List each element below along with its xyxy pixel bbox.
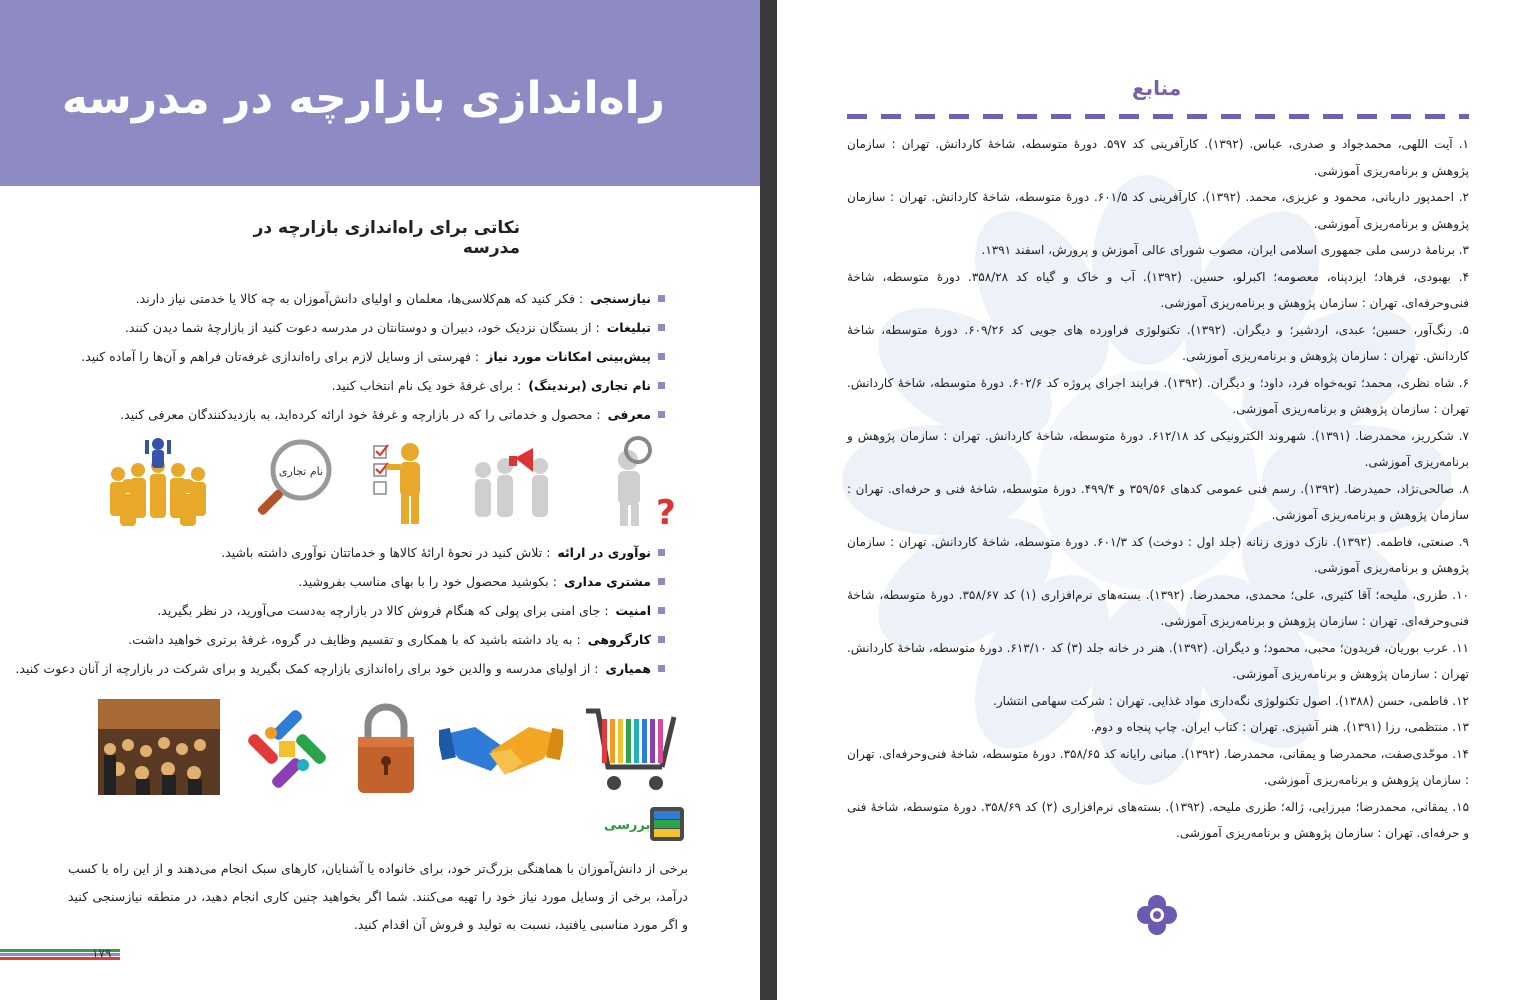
title-banner xyxy=(0,0,760,186)
tip-text: : از اولیای مدرسه و والدین خود برای راه‌اندازی بازارچه کمک بگیرید و برای شرکت در بازارچه از آنان دعوت کنید. xyxy=(15,661,599,676)
tip-term: کارگروهی xyxy=(587,632,651,647)
crowd-icon xyxy=(98,436,216,528)
bullet-square-icon xyxy=(658,411,665,418)
shopping-cart-icon xyxy=(584,705,678,795)
bullet-square-icon xyxy=(658,578,665,585)
bullet-square-icon xyxy=(658,353,665,360)
bullet-square-icon xyxy=(658,607,665,614)
tip-term: نام تجاری (برندینگ) xyxy=(528,378,651,393)
list-item xyxy=(65,538,665,567)
list-item xyxy=(65,567,665,596)
list-item xyxy=(65,400,665,429)
reference-item: ۷. شکرریز، محمدرضا. (۱۳۹۱). شهروند الکترونیکی کد ۶۱۲/۱۸. دورهٔ متوسطه، شاخهٔ کاردانش. تهران : سازمان پژوهش و برنامه‌ریزی آموزشی. xyxy=(847,428,1469,469)
page-number: ۱۷۹ xyxy=(92,946,112,960)
handshake-icon xyxy=(439,715,563,795)
reference-item: ۱۳. منتظمی، رزا (۱۳۹۱). هنر آشپزی. تهران : کتاب ایران. چاپ پنجاه و دوم. xyxy=(1090,720,1469,734)
review-label: بررسی xyxy=(604,818,651,833)
right-page xyxy=(777,0,1536,1000)
review-paragraph: برخی از دانش‌آموزان با هماهنگی بزرگ‌تر خود، برای خانواده یا آشنایان، کارهای سبک انجام می‌دهند و از این راه با کسب درآمد، برخی از وسایل مورد نیاز خود را تهیه می‌کنند. شما اگر بخواهید چنین کاری انجام دهید، در منطقه نیازسنجی کنید و اگر مورد مناسبی یافتید، نسبت به تولید و فروش آن اقدام کنید. xyxy=(68,861,688,932)
magnifier-label: نام تجاری xyxy=(278,465,324,478)
puzzle-hands-icon xyxy=(241,703,333,795)
reference-item: ۱۵. یمقانی، محمدرضا؛ میرزایی، ژاله؛ طزری ملیحه. (۱۳۹۲). بسته‌های نرم‌افزاری (۲) کد ۳۵۸/۶۹. دورهٔ متوسطه، شاخهٔ فنی و حرفه‌ای. تهران : سازمان پژوهش و برنامه‌ریزی آموزشی. xyxy=(847,799,1470,840)
tip-text: : بکوشید محصول خود را با بهای مناسب بفروشید. xyxy=(298,574,557,589)
tip-term: نوآوری در ارائه xyxy=(557,545,651,560)
reference-item: ۴. بهبودی، فرهاد؛ ایزدپناه، معصومه؛ اکبرلو، حسین. (۱۳۹۲). آب و خاک و گیاه کد ۳۵۸/۲۸. دورهٔ متوسطه، شاخهٔ فنی‌وحرفه‌ای. تهران : سازمان پژوهش و برنامه‌ریزی آموزشی. xyxy=(847,269,1470,310)
illustration-row-bottom xyxy=(98,697,678,795)
tips-list-bottom xyxy=(15,538,665,683)
tips-list-top xyxy=(65,284,665,429)
reference-item: ۱۴. موحّدی‌صفت، محمدرضا و یمقانی، محمدرضا. (۱۳۹۲). مبانی رایانه کد ۳۵۸/۶۵. دورهٔ متوسطه، شاخهٔ فنی‌وحرفه‌ای. تهران : سازمان پژوهش و برنامه‌ریزی آموزشی. xyxy=(847,746,1469,787)
padlock-icon xyxy=(354,699,418,795)
bullet-square-icon xyxy=(658,549,665,556)
question-person-icon xyxy=(598,436,678,528)
tip-text: : برای غرفهٔ خود یک نام انتخاب کنید. xyxy=(331,378,522,393)
book-spine xyxy=(760,0,777,1000)
list-item xyxy=(65,596,665,625)
reference-item: ۵. رنگ‌آور، حسین؛ عبدی، اردشیر؛ و دیگران. (۱۳۹۲). تکنولوژی فراورده های جویی کد ۶۰۹/۲۶. دورهٔ متوسطه، شاخهٔ کاردانش. تهران : سازمان پژوهش و برنامه‌ریزی آموزشی. xyxy=(847,322,1469,363)
tip-term: امنیت xyxy=(615,603,651,618)
list-item xyxy=(65,342,665,371)
reference-item: ۳. برنامهٔ درسی ملی جمهوری اسلامی ایران، مصوب شورای عالی آموزش و پرورش، اسفند ۱۳۹۱. xyxy=(981,243,1469,257)
megaphone-people-icon xyxy=(465,436,565,528)
reference-item: ۶. شاه نظری، محمد؛ توبه‌خواه فرد، داود؛ و دیگران. (۱۳۹۲). فرایند اجرای پروژه کد ۶۰۲/۶. دورهٔ متوسطه، شاخهٔ کاردانش. تهران : سازمان پژوهش و برنامه‌ریزی آموزشی. xyxy=(847,375,1470,416)
page-title: راه‌اندازی بازارچه در مدرسه xyxy=(61,72,665,124)
bazaar-crowd-photo xyxy=(98,699,220,795)
list-item xyxy=(65,284,665,313)
magnifier-icon xyxy=(249,436,339,528)
list-item xyxy=(65,313,665,342)
svg-text:?: ? xyxy=(656,493,676,528)
bullet-square-icon xyxy=(658,295,665,302)
tip-term: همیاری xyxy=(605,661,651,676)
tip-text: : جای امنی برای پولی که هنگام فروش کالا در بازارچه به‌دست می‌آورید، در نظر بگیرید. xyxy=(157,603,609,618)
tip-text: : تلاش کنید در نحوهٔ ارائهٔ کالاها و خدماتتان نوآوری داشته باشید. xyxy=(221,545,551,560)
tip-term: پیش‌بینی امکانات مورد نیاز xyxy=(486,349,651,364)
dashed-divider xyxy=(847,114,1469,119)
tip-term: مشتری مداری xyxy=(563,574,651,589)
bullet-square-icon xyxy=(658,665,665,672)
tip-term: تبلیغات xyxy=(606,320,651,335)
tip-text: : به یاد داشته باشید که با همکاری و تقسیم وظایف در گروه، غرفهٔ برتری خواهید داشت. xyxy=(128,632,581,647)
bullet-square-icon xyxy=(658,382,665,389)
tip-term: نیازسنجی xyxy=(590,291,651,306)
list-item xyxy=(65,625,665,654)
tip-term: معرفی xyxy=(607,407,651,422)
references-title: منابع xyxy=(1132,76,1182,100)
flower-ornament-icon xyxy=(1135,893,1179,937)
list-item xyxy=(65,371,665,400)
tip-text: : محصول و خدماتی را که در بازارچه و غرفهٔ خود ارائه کرده‌اید، به بازدیدکنندگان معرفی کنید. xyxy=(120,407,601,422)
left-page xyxy=(0,0,760,1000)
reference-item: ۲. احمدپور داریانی، محمود و عزیزی، محمد. (۱۳۹۲). کارآفرینی کد ۶۰۱/۵. دورهٔ متوسطه، شاخهٔ کاردانش. تهران : سازمان پژوهش و برنامه‌ریزی آموزشی. xyxy=(847,190,1469,231)
tip-text: : فکر کنید که هم‌کلاسی‌ها، معلمان و اولیای دانش‌آموزان به چه کالا یا خدمتی نیاز دارند. xyxy=(135,291,584,306)
reference-item: ۹. صنعتی، فاطمه. (۱۳۹۲). نازک دوزی زنانه (جلد اول : دوخت) کد ۶۰۱/۳. دورهٔ متوسطه، شاخهٔ کاردانش. تهران : سازمان پژوهش و برنامه‌ریزی آموزشی. xyxy=(847,534,1469,575)
list-item xyxy=(15,654,665,683)
tip-text: : فهرستی از وسایل لازم برای راه‌اندازی غرفه‌تان فراهم و آن‌ها را آماده کنید. xyxy=(81,349,480,364)
reference-item: ۸. صالحی‌نژاد، حمیدرضا. (۱۳۹۲). رسم فنی عمومی کدهای ۳۵۹/۵۶ و ۴۹۹/۴. دورهٔ متوسطه، شاخهٔ فنی و حرفه‌ای. تهران : سازمان پژوهش و برنامه‌ریزی آموزشی. xyxy=(847,481,1469,522)
references-list xyxy=(847,131,1469,847)
illustration-row-top xyxy=(98,432,678,528)
reference-item: ۱۲. فاطمی، حسن (۱۳۸۸). اصول تکنولوژی نگه‌داری مواد غذایی. تهران : شرکت سهامی انتشار. xyxy=(993,693,1469,708)
bullet-square-icon xyxy=(658,324,665,331)
review-book-icon xyxy=(648,805,686,843)
checklist-person-icon xyxy=(372,436,432,528)
bullet-square-icon xyxy=(658,636,665,643)
section-subtitle: نکاتی برای راه‌اندازی بازارچه در مدرسه xyxy=(253,218,520,258)
reference-item: ۱. آیت اللهی، محمدجواد و صدری، عباس. (۱۳۹۲). کارآفرینی کد ۵۹۷. دورهٔ متوسطه، شاخهٔ کاردانش. تهران : سازمان پژوهش و برنامه‌ریزی آموزشی. xyxy=(847,137,1469,178)
reference-item: ۱۰. طزری، ملیحه؛ آقا کثیری، علی؛ محمدی، محمدرضا. (۱۳۹۲). بسته‌های نرم‌افزاری (۱) کد ۳۵۸/۶۷. دورهٔ متوسطه، شاخهٔ فنی‌وحرفه‌ای. تهران : سازمان پژوهش و برنامه‌ریزی آموزشی. xyxy=(847,587,1469,628)
reference-item: ۱۱. عرب بوریان، فریدون؛ محبی، محمود؛ و دیگران. (۱۳۹۲). هنر در خانه جلد (۳) کد ۶۱۳/۱۰. دورهٔ متوسطه، شاخهٔ کاردانش. تهران : سازمان پژوهش و برنامه‌ریزی آموزشی. xyxy=(847,640,1469,681)
tip-text: : از بستگان نزدیک خود، دبیران و دوستانتان در مدرسه دعوت کنید از بازارچهٔ شما دیدن کنند. xyxy=(124,320,600,335)
